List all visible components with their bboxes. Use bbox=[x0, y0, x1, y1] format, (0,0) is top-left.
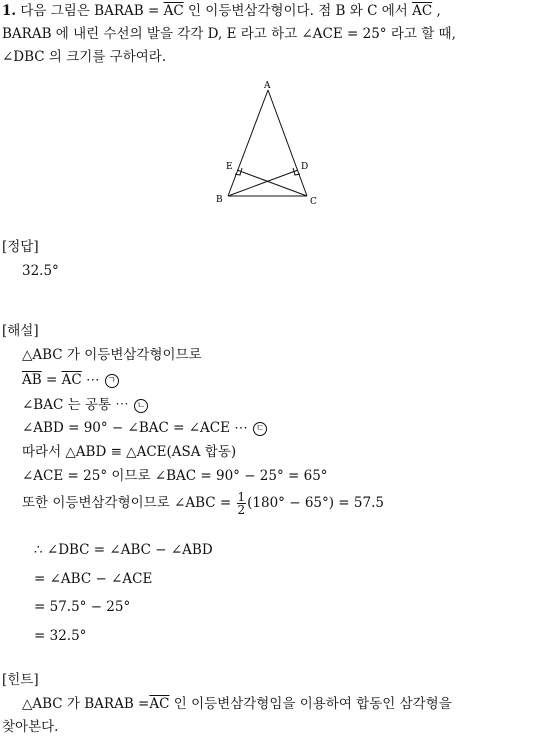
conclusion-line-3: = 57.5° − 25° bbox=[34, 599, 131, 615]
label-b: B bbox=[216, 195, 223, 205]
solution-text: 또한 이등변삼각형이므로 ∠ABC = bbox=[22, 495, 236, 511]
fraction-denominator: 2 bbox=[237, 503, 246, 517]
segment-ac: $\overline{AC}$ bbox=[61, 372, 82, 388]
circled-mark-1: ㄱ bbox=[105, 374, 119, 388]
segment-cd bbox=[237, 170, 307, 196]
hint-line-1 bbox=[22, 695, 452, 713]
right-angle-mark-d bbox=[293, 168, 300, 175]
problem-text: 인 이등변삼각형이다. 점 B 와 C 에서 bbox=[183, 3, 413, 19]
segment-be bbox=[228, 170, 298, 196]
label-a: A bbox=[264, 81, 271, 91]
segment-ab: $\overline{AB}$ bbox=[22, 372, 42, 388]
problem-text: , bbox=[432, 3, 441, 19]
segment-ac: $\overline{AC}$ bbox=[412, 3, 433, 19]
hint-header: [힌트] bbox=[2, 672, 39, 688]
conclusion-line-1: ∴ ∠DBC = ∠ABC − ∠ABD bbox=[34, 542, 213, 558]
side-ab bbox=[228, 90, 268, 196]
solution-line-7 bbox=[22, 490, 384, 516]
solution-text: ∠BAC 는 공통 ⋯ bbox=[22, 397, 134, 413]
equals-sign: = bbox=[41, 372, 62, 388]
answer-value: 32.5° bbox=[22, 263, 59, 279]
solution-line-5: 따라서 △ABD ≡ △ACE(ASA 합동) bbox=[22, 444, 237, 460]
solution-line-6: ∠ACE = 25° 이므로 ∠BAC = 90° − 25° = 65° bbox=[22, 468, 328, 484]
solution-text: (180° − 65°) = 57.5 bbox=[247, 495, 384, 511]
circled-mark-3: ㄷ bbox=[253, 422, 267, 436]
solution-line-4 bbox=[22, 419, 267, 437]
side-ac bbox=[268, 90, 307, 196]
ellipsis: ⋯ bbox=[81, 372, 104, 388]
answer-header: [정답] bbox=[2, 239, 39, 255]
solution-line-2 bbox=[22, 371, 119, 389]
conclusion-line-2: = ∠ABC − ∠ACE bbox=[34, 571, 153, 587]
solution-line-3 bbox=[22, 396, 148, 414]
problem-text: 다음 그림은 BARAB = bbox=[20, 3, 164, 19]
triangle-figure bbox=[210, 78, 330, 210]
label-c: C bbox=[310, 197, 317, 207]
fraction-half bbox=[237, 491, 247, 516]
label-d: D bbox=[301, 162, 309, 172]
solution-text: ∠ABD = 90° − ∠BAC = ∠ACE ⋯ bbox=[22, 420, 253, 436]
conclusion-line-4: = 32.5° bbox=[34, 628, 87, 644]
segment-ac: $\overline{AC}$ bbox=[149, 696, 170, 712]
label-e: E bbox=[226, 162, 233, 172]
hint-line-2: 찾아본다. bbox=[2, 719, 59, 735]
fraction-numerator: 1 bbox=[237, 490, 246, 504]
problem-line-1 bbox=[2, 2, 441, 20]
segment-ac: $\overline{AC}$ bbox=[163, 3, 184, 19]
problem-number: 1. bbox=[2, 3, 17, 19]
problem-line-3: ∠DBC 의 크기를 구하여라. bbox=[2, 49, 167, 65]
hint-text: 인 이등변삼각형임을 이용하여 합동인 삼각형을 bbox=[169, 696, 452, 712]
circled-mark-2: ㄴ bbox=[134, 399, 148, 413]
hint-text: △ABC 가 BARAB = bbox=[22, 696, 150, 712]
solution-line-1: △ABC 가 이등변삼각형이므로 bbox=[22, 347, 202, 363]
problem-line-2: BARAB 에 내린 수선의 발을 각각 D, E 라고 하고 ∠ACE = 25° 라고 할 때, bbox=[2, 26, 456, 42]
solution-header: [해설] bbox=[2, 323, 39, 339]
